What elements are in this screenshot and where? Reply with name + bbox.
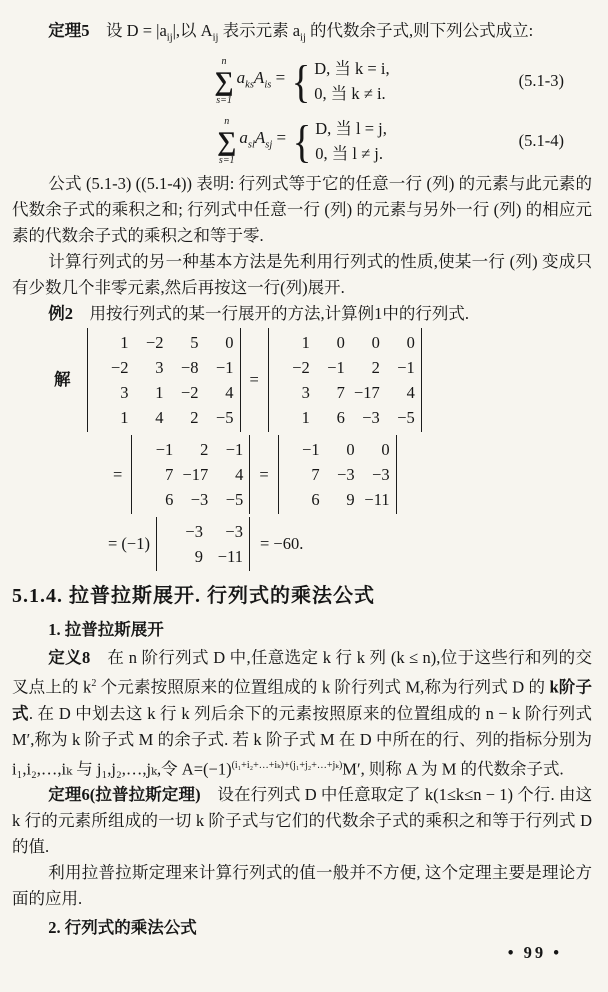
method-paragraph: 计算行列式的另一种基本方法是先利用行列式的性质,使某一行 (列) 变成只有少数几个非零元素,然后再按这一行(列)展开.: [12, 252, 592, 298]
formula-explanation-paragraph: 公式 (5.1-3) ((5.1-4)) 表明: 行列式等于它的任意一行 (列) 的元素与此元素的代数余子式的乘积之和; 行列式中任意一行 (列) 的元素与另外一行 (列) 的相应元素的代数余子式的乘积之和等于零.: [12, 174, 592, 246]
cases-brace-icon: {: [291, 55, 311, 107]
cases-lines: [315, 116, 387, 166]
sigma-icon: ∑: [217, 125, 237, 156]
equation-5-1-3: [12, 51, 592, 111]
equation-number: (5.1-3): [518, 71, 564, 91]
solution-line-2: [108, 435, 592, 514]
case-line: D, 当 k = i,: [314, 59, 390, 79]
solution-line-3: [108, 517, 592, 571]
theorem5-paragraph: 定理5 设 $D = |a_{ij}|$,以 $A_{ij}$ 表示元素 $a_{ij}$ 的代数余子式,则下列公式成立:: [48, 21, 534, 44]
final-result: = −60.: [259, 534, 304, 554]
subsection-1-heading: 1. 拉普拉斯展开: [48, 620, 164, 640]
equals-sign: =: [113, 464, 123, 484]
sum-lower-limit: s=1: [216, 94, 232, 106]
sigma-icon: ∑: [214, 65, 234, 96]
remark-paragraph: 利用拉普拉斯定理来计算行列式的值一般并不方便, 这个定理主要是理论方面的应用.: [12, 863, 592, 909]
case-line: D, 当 l = j,: [315, 119, 387, 139]
cases-lines: [314, 56, 389, 106]
example2-paragraph: 例2 用按行列式的某一行展开的方法,计算例1中的行列式.: [48, 304, 470, 324]
summation-symbol: [217, 117, 236, 166]
sum-lower-limit: s=1: [218, 154, 235, 166]
page-number: • 99 •: [507, 943, 562, 962]
theorem6-paragraph: 定理6(拉普拉斯定理) 设在行列式 D 中任意取定了 k(1≤k≤n − 1) 个行. 由这 k 行的元素所组成的一切 k 阶子式与它们的代数余子式的乘积之和等于行列式 D 的值.: [12, 785, 592, 857]
solution-block: [12, 328, 592, 571]
determinant-4x4-reduced: 1 0 0 0 −2 −1 2 −1 3 7 −17 4 1 6 −3 −5: [268, 328, 422, 432]
case-line: 0, 当 l ≠ j.: [315, 144, 383, 164]
determinant-4x4-original: 1 −2 5 0 −2 3 −8 −1 3 1 −2 4 1 4 2 −5: [87, 328, 241, 432]
section-heading: 5.1.4. 拉普拉斯展开. 行列式的乘法公式: [12, 585, 375, 608]
sum-upper-limit: n: [221, 55, 227, 67]
cofactor-prefix: = (−1): [108, 534, 150, 554]
equation-number: (5.1-4): [518, 131, 564, 151]
subsection-2-heading: 2. 行列式的乘法公式: [48, 918, 197, 938]
solution-line-1: [54, 328, 592, 432]
determinant-2x2: −3 −3 9 −11: [156, 517, 250, 571]
determinant-3x3-reduced: −1 0 0 7 −3 −3 6 9 −11: [278, 435, 397, 514]
formula-expression: $a_{ks}A_{is}$ =: [236, 67, 286, 90]
definition8-paragraph: 定义8 在 n 阶行列式 D 中,任意选定 k 行 k 列 (k ≤ n),位于这些行和列的交叉点上的 $k^2$ 个元素按照原来的位置组成的 k 阶行列式 M,称为行列式 D 的 k阶子式. 在 D 中划去这 k 行 k 列后余下的元素按照原来的位置组成的 n − k 阶行列式 M′,称为 k 阶子式 M 的余子式. 若 k 阶子式 M 在 D 中所在的行、列的指标分别为 i₁,i₂,…,iₖ 与 j₁,j₂,…,jₖ,令 $A=(-1)^{(i_1+i_2+\dots+i_k)+(j_1+j_2+\dots+j_k)}M'$, 则称 A 为 M 的代数余子式.: [12, 648, 593, 779]
case-line: 0, 当 k ≠ i.: [314, 84, 386, 104]
cases-brace-icon: {: [292, 115, 312, 167]
equals-sign: =: [259, 464, 269, 484]
equation-5-1-4: [12, 111, 592, 171]
solution-label: 解: [54, 370, 71, 390]
determinant-3x3-expanded: −1 2 −1 7 −17 4 6 −3 −5: [131, 435, 250, 514]
sum-upper-limit: n: [224, 115, 230, 127]
equals-sign: =: [249, 370, 259, 390]
summation-symbol: [214, 57, 233, 106]
formula-expression: $a_{sl}A_{sj}$ =: [239, 127, 287, 150]
